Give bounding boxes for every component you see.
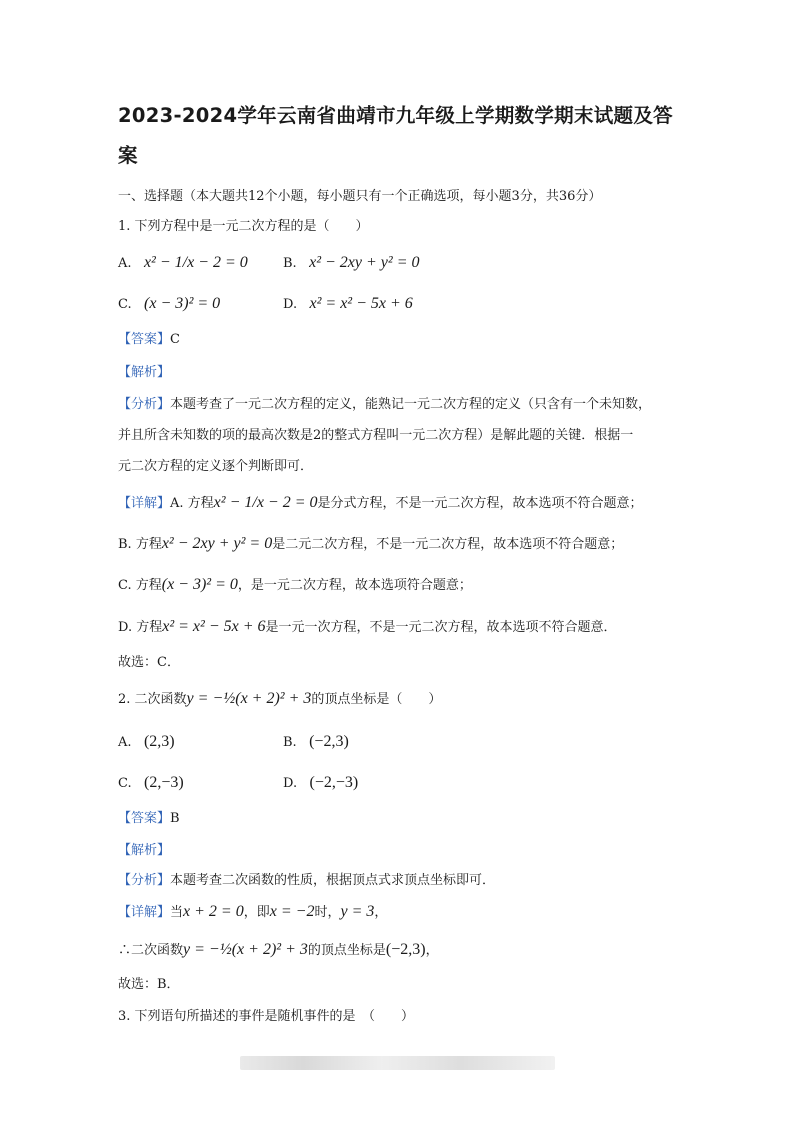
q1-analysis-tag: 【解析】 [118,365,171,380]
q1-conclusion: 故选：C． [118,655,180,670]
option-letter: C. [118,776,132,791]
detail-prefix: C. 方程 [118,578,162,593]
q2-detail-1 [118,903,387,922]
option-math: x² − 2xy + y² = 0 [309,254,420,271]
detail-math: (−2,3) [385,941,426,958]
q2-option-c [118,774,184,793]
detail-math: y = 3 [340,903,375,920]
q2-option-b [283,733,349,752]
detail-suffix: 是一元一次方程，不是一元二次方程，故本选项不符合题意． [265,620,617,635]
detail-text: ， [425,943,439,958]
detail-prefix: A. 方程 [170,496,214,511]
detail-tag: 【详解】 [118,905,171,920]
stem-math: y = −½(x + 2)² + 3 [186,690,312,707]
option-letter: B. [283,735,297,750]
option-math: (−2,−3) [309,774,359,791]
option-math: x² = x² − 5x + 6 [309,295,413,312]
detail-math: x² − 2xy + y² = 0 [161,535,273,552]
option-letter: A. [118,256,132,271]
q1-fenxi-line-3: 元二次方程的定义逐个判断即可． [118,459,314,474]
answer-tag: 【答案】 [118,332,171,347]
q1-option-d [283,295,413,314]
fenxi-tag: 【分析】 [118,397,171,412]
stem-suffix: 的顶点坐标是（ ） [311,692,442,707]
detail-text: ∴二次函数 [118,943,184,958]
detail-prefix: B. 方程 [118,537,162,552]
q1-fenxi-line-2: 并且所含未知数的项的最高次数是2的整式方程叫一元二次方程）是解此题的关键．根据一 [118,428,634,443]
answer-tag: 【答案】 [118,811,171,826]
stem-prefix: 2. 二次函数 [118,692,187,707]
q1-detail-a [118,494,643,513]
q1-detail-d [118,618,617,637]
detail-tag: 【详解】 [118,496,171,511]
option-letter: B. [283,256,297,271]
q1-fenxi-line-1 [118,396,651,414]
detail-math: x + 2 = 0 [183,903,244,920]
detail-suffix: ，是一元二次方程，故本选项符合题意； [237,578,472,593]
fenxi-tag: 【分析】 [118,873,171,888]
q1-option-c [118,295,220,314]
q2-analysis-tag: 【解析】 [118,843,171,858]
option-math: (2,−3) [144,774,184,791]
answer-value: B [170,811,180,826]
question-2-stem [118,690,441,709]
option-math: x² − 1/x − 2 = 0 [143,254,248,271]
answer-value: C [170,332,180,347]
fenxi-text: 本题考查二次函数的性质，根据顶点式求顶点坐标即可． [170,873,496,888]
page-title: 2023-2024学年云南省曲靖市九年级上学期数学期末试题及答案 [118,104,673,167]
option-math: (2,3) [143,733,175,750]
q1-detail-c [118,576,472,595]
q1-answer [118,331,180,349]
option-math: (x − 3)² = 0 [144,295,221,312]
q1-detail-b [118,535,623,554]
detail-math: x² = x² − 5x + 6 [162,618,266,635]
detail-text: 时， [314,905,341,920]
q1-option-a [118,254,248,273]
q2-option-a [118,733,175,752]
option-letter: D. [283,297,298,312]
blurred-watermark [240,1056,555,1070]
detail-math: x = −2 [269,903,315,920]
fenxi-text: 本题考查了一元二次方程的定义，能熟记一元二次方程的定义（只含有一个未知数， [170,397,652,412]
option-letter: D. [283,776,298,791]
question-3-stem: 3. 下列语句所描述的事件是随机事件的是 （ ） [118,1009,415,1024]
detail-text: ，即 [243,905,270,920]
q2-detail-2 [118,941,439,960]
detail-text: ， [374,905,388,920]
q2-fenxi [118,872,495,890]
q2-option-d [283,774,358,793]
option-math: (−2,3) [309,733,349,750]
q1-option-b [283,254,419,273]
q2-conclusion: 故选：B． [118,977,180,992]
option-letter: A. [118,735,132,750]
detail-prefix: D. 方程 [118,620,163,635]
detail-suffix: 是二元二次方程，不是一元二次方程，故本选项不符合题意； [272,537,624,552]
detail-text: 的顶点坐标是 [307,943,386,958]
detail-math: (x − 3)² = 0 [161,576,238,593]
q2-answer [118,810,180,828]
detail-math: y = −½(x + 2)² + 3 [183,941,308,958]
detail-text: 当 [170,905,184,920]
detail-math: x² − 1/x − 2 = 0 [213,494,318,511]
detail-suffix: 是分式方程，不是一元二次方程，故本选项不符合题意； [317,496,643,511]
question-1-stem: 1. 下列方程中是一元二次方程的是（ ） [118,219,369,234]
option-letter: C. [118,297,132,312]
section-heading: 一、选择题（本大题共12个小题，每小题只有一个正确选项，每小题3分，共36分） [118,189,602,204]
